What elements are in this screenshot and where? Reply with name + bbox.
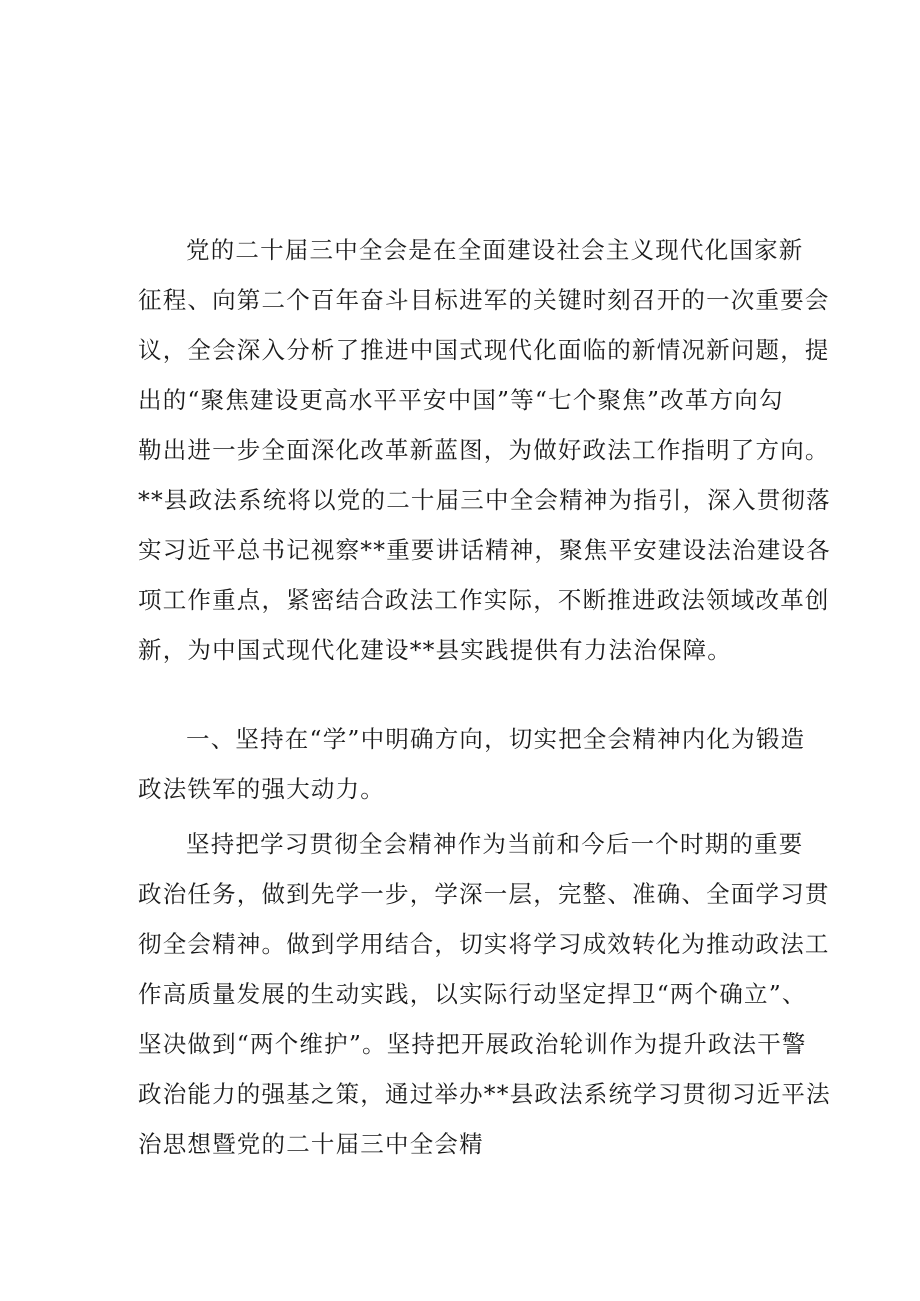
body-line-6: 政治能力的强基之策，通过举办**县政法系统学习贯彻习近平法 <box>138 1080 831 1108</box>
intro-line-7: 实习近平总书记视察**重要讲话精神，聚焦平安建设法治建设各 <box>138 536 831 564</box>
body-line-5: 坚决做到“两个维护”。坚持把开展政治轮训作为提升政法干警 <box>138 1030 807 1058</box>
body-line-4: 作高质量发展的生动实践，以实际行动坚定捍卫“两个确立”、 <box>138 980 807 1008</box>
body-line-2: 政治任务，做到先学一步，学深一层，完整、准确、全面学习贯 <box>138 880 830 908</box>
body-line-1: 坚持把学习贯彻全会精神作为当前和今后一个时期的重要 <box>186 830 804 858</box>
intro-line-6: **县政法系统将以党的二十届三中全会精神为指引，深入贯彻落 <box>138 486 831 514</box>
body-line-7: 治思想暨党的二十届三中全会精 <box>138 1130 484 1158</box>
body-line-3: 彻全会精神。做到学用结合，切实将学习成效转化为推动政法工 <box>138 930 830 958</box>
intro-line-1: 党的二十届三中全会是在全面建设社会主义现代化国家新 <box>186 236 804 264</box>
section-heading-line-2: 政法铁军的强大动力。 <box>138 775 385 803</box>
intro-line-9: 新，为中国式现代化建设**县实践提供有力法治保障。 <box>138 636 732 664</box>
intro-line-2: 征程、向第二个百年奋斗目标进军的关键时刻召开的一次重要会 <box>138 286 830 314</box>
intro-line-8: 项工作重点，紧密结合政法工作实际，不断推进政法领域改革创 <box>138 586 830 614</box>
intro-line-3: 议，全会深入分析了推进中国式现代化面临的新情况新问题，提 <box>138 336 830 364</box>
section-heading-line-1: 一、坚持在“学”中明确方向，切实把全会精神内化为锻造 <box>186 725 806 753</box>
intro-line-4: 出的“聚焦建设更高水平平安中国”等“七个聚焦”改革方向勾 <box>138 386 784 414</box>
intro-line-5: 勒出进一步全面深化改革新蓝图，为做好政法工作指明了方向。 <box>138 436 830 464</box>
